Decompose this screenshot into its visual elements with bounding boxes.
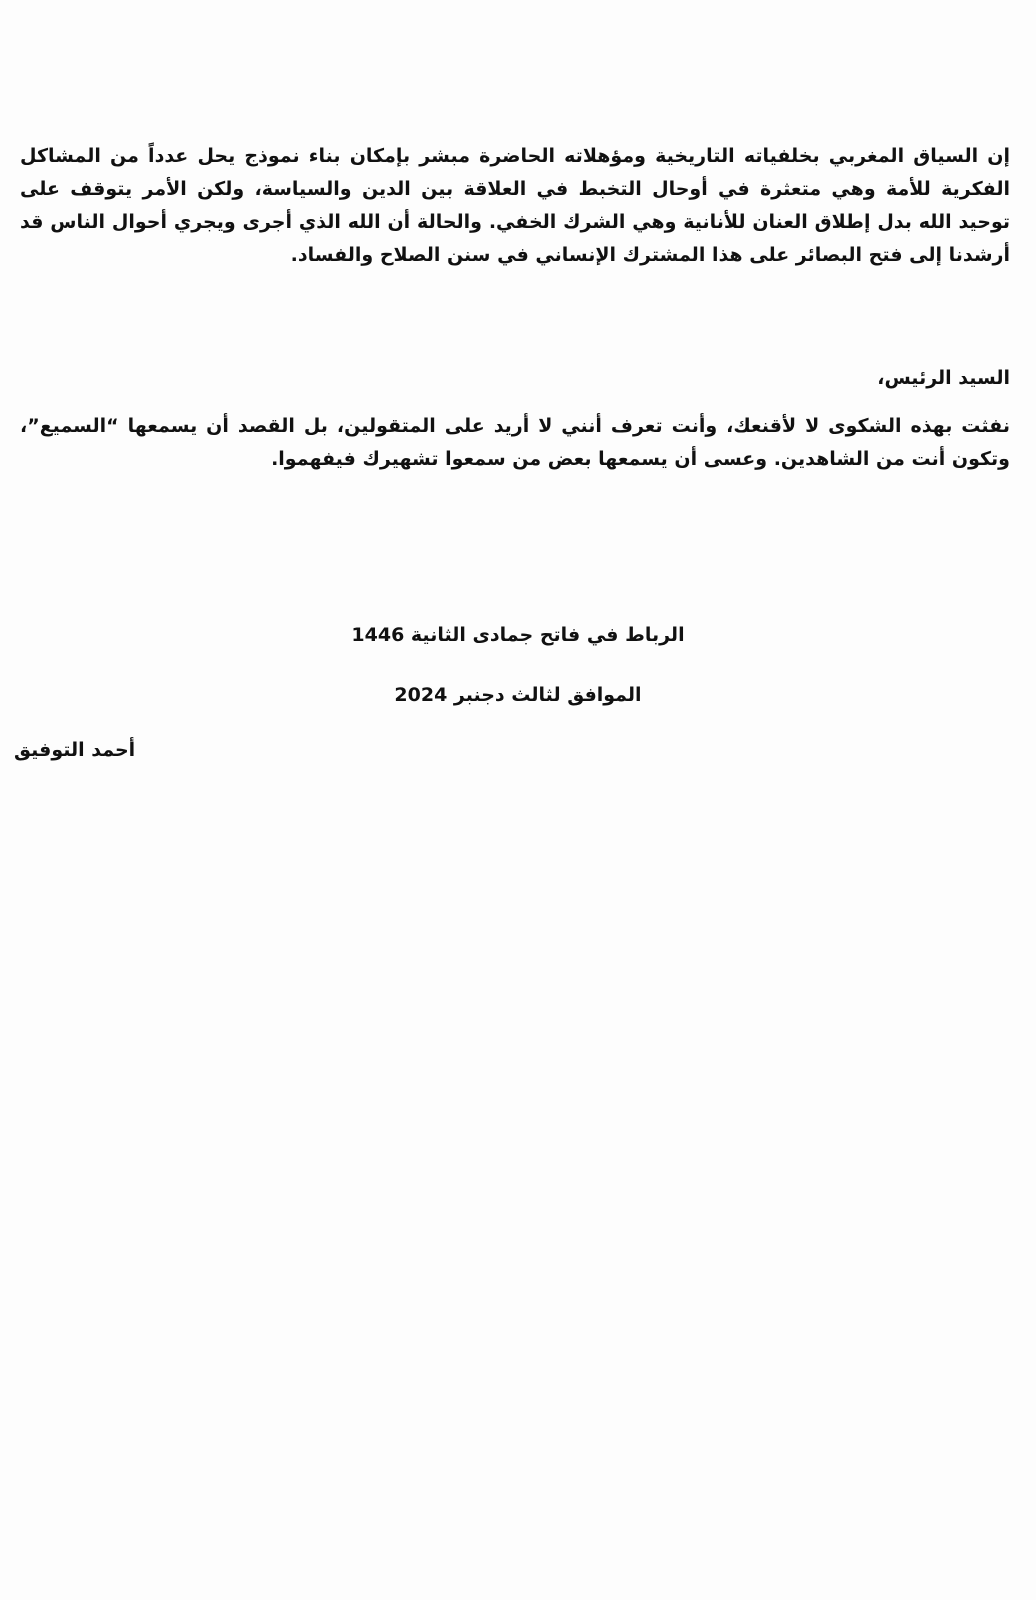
signature: أحمد التوفيق [14, 739, 136, 761]
paragraph-2: نفثت بهذه الشكوى لا لأقنعك، وأنت تعرف أنني لا أريد على المتقولين، بل القصد أن يسمعها “السميع”، وتكون أنت من الشاهدين. وعسى أن يسمعها بعض من سمعوا تشهيرك فيفهموا. [20, 415, 1010, 470]
paragraph-1: إن السياق المغربي بخلفياته التاريخية ومؤهلاته الحاضرة مبشر بإمكان بناء نموذج يحل عدداً من المشاكل الفكرية للأمة وهي متعثرة في أوحال التخبط في العلاقة بين الدين والسياسة، ولكن الأمر يتوقف على توحيد الله بدل إطلاق العنان للأنانية وهي الشرك الخفي. والحالة أن الله الذي أجرى ويجري أحوال الناس قد أرشدنا إلى فتح البصائر على هذا المشترك الإنساني في سنن الصلاح والفساد. [20, 145, 1010, 266]
place-date-hijri: الرباط في فاتح جمادى الثانية 1446 [351, 624, 685, 646]
date-gregorian: الموافق لثالث دجنبر 2024 [394, 684, 642, 706]
salutation: السيد الرئيس، [877, 367, 1010, 389]
